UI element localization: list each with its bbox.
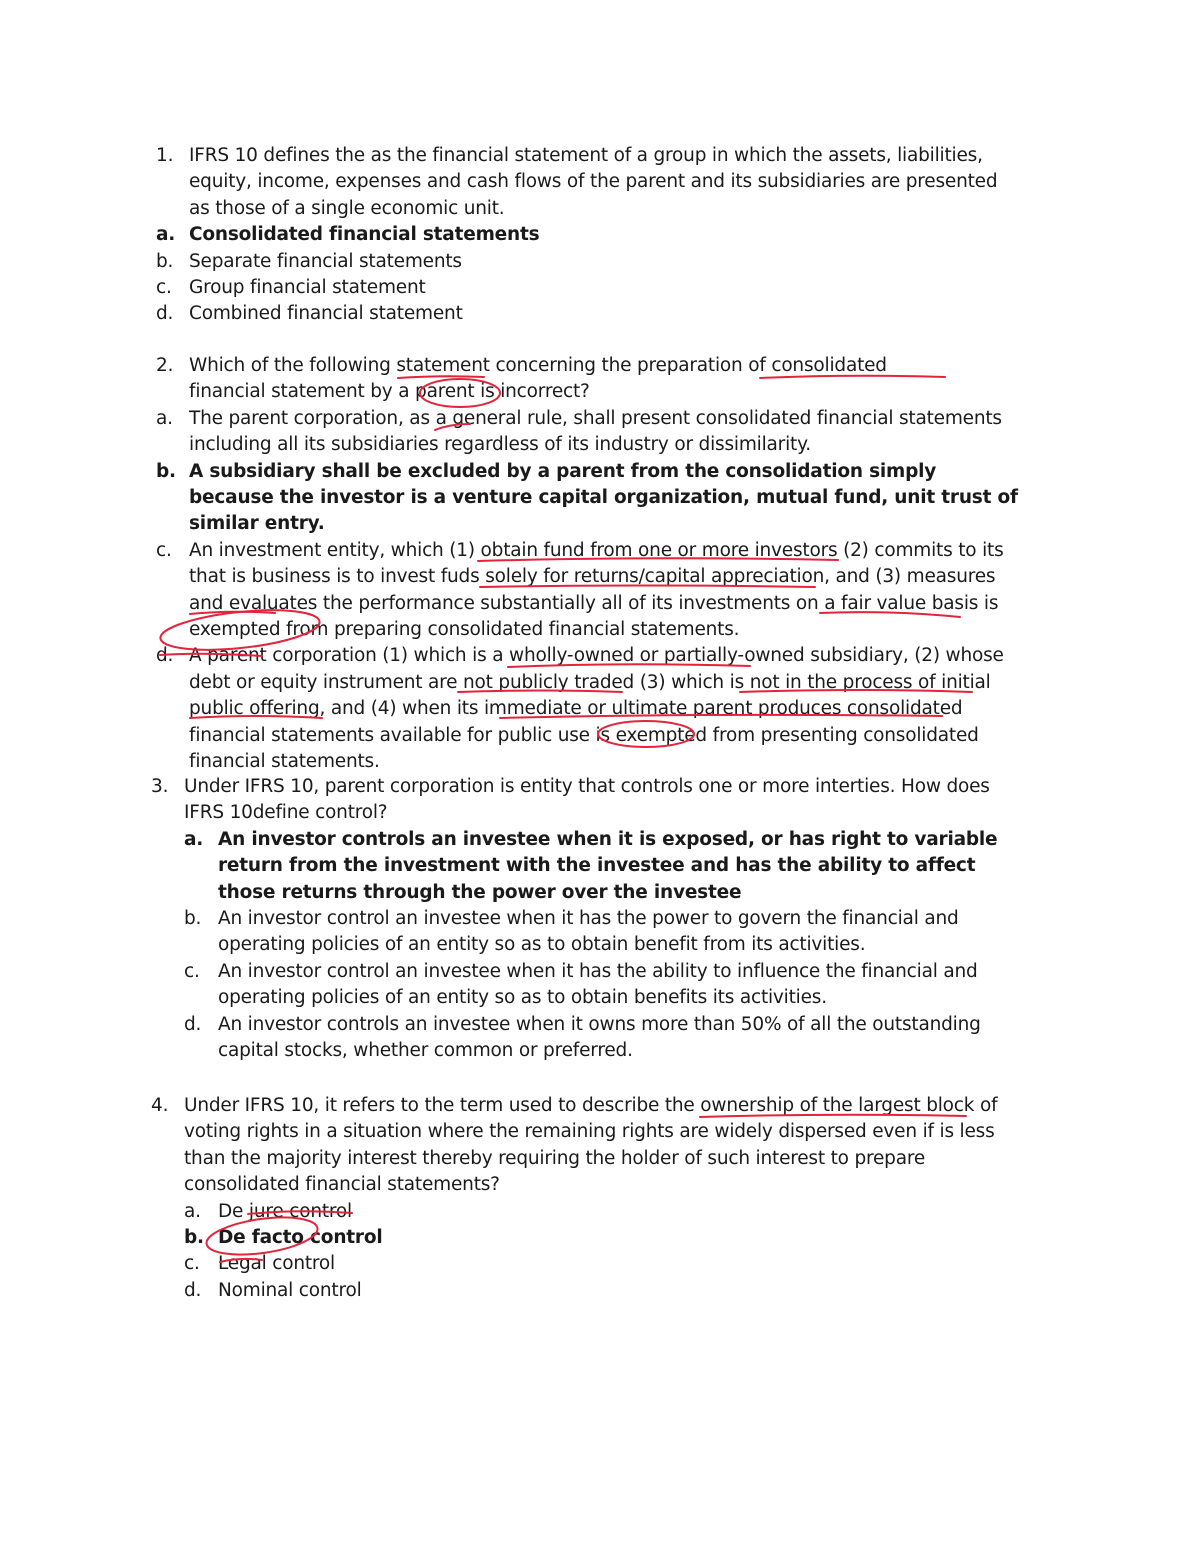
option-c: c. Legal control bbox=[184, 1253, 335, 1275]
option-b: b. An investor control an investee when it has the power to govern the financial and operating policies of an entity so as to obtain benefit from its activities. bbox=[184, 908, 959, 956]
question-stem: IFRS 10 defines the as the financial statement of a group in which the assets, liabilities, equity, income, expenses and cash flows of the parent and its subsidiaries are presented as those of a single economic unit. bbox=[189, 145, 998, 219]
question-3 bbox=[151, 774, 999, 1064]
option-a: a. The parent corporation, as a general rule, shall present consolidated financial statements including all its subsidiaries regardless of its industry or dissimilarity. bbox=[156, 407, 1002, 456]
option-d: d. A parent corporation (1) which is a wholly-owned or partially-owned subsidiary, (2) whose debt or equity instrument are not publicly traded (3) which is not in the process of initial public offering, and (4) when its immediate or ultimate parent produces consolidated financial statements available for public use is exempted from presenting consolidated financial statements. bbox=[156, 645, 1004, 773]
option-d: d. An investor controls an investee when it owns more than 50% of all the outstanding capital stocks, whether common or preferred. bbox=[184, 1013, 981, 1062]
option-a-answer: a. An investor controls an investee when it is exposed, or has right to variable return from the investment with the investee and has the ability to affect those returns through the power over the investee bbox=[184, 828, 998, 903]
option-d: d. Combined financial statement bbox=[156, 303, 463, 325]
option-a: a. De jure control bbox=[184, 1200, 352, 1222]
option-b-answer: b. De facto control bbox=[184, 1227, 383, 1249]
question-1 bbox=[156, 143, 1016, 328]
option-c: c. An investor control an investee when it has the ability to influence the financial and operating policies of an entity so as to obtain benefits its activities. bbox=[184, 960, 978, 1009]
option-c: c. An investment entity, which (1) obtain fund from one or more investors (2) commits to its that is business is to invest fuds solely for returns/capital appreciation, and (3) measures and evaluates the performance substantially all of its investments on a fair value basis is exempted from preparing consolidated financial statements. bbox=[156, 539, 1004, 641]
option-b: b. Separate financial statements bbox=[156, 250, 462, 272]
option-c: c. Group financial statement bbox=[156, 277, 426, 299]
option-a-answer: a. Consolidated financial statements bbox=[156, 224, 540, 246]
question-number: 4. bbox=[151, 1095, 169, 1116]
question-number: 1. bbox=[156, 145, 174, 166]
question-2 bbox=[156, 353, 1022, 776]
question-number: 2. bbox=[156, 355, 174, 376]
option-d: d. Nominal control bbox=[184, 1279, 362, 1301]
question-stem: Under IFRS 10, it refers to the term used to describe the ownership of the largest block of voting rights in a situation where the remaining rights are widely dispersed even if is less than the majority interest thereby requiring the holder of such interest to prepare consolidated financial statements? bbox=[184, 1095, 998, 1196]
option-b-answer: b. A subsidiary shall be excluded by a parent from the consolidation simply because the investor is a venture capital organization, mutual fund, unit trust of similar entry. bbox=[156, 460, 1018, 535]
question-stem: Which of the following statement concerning the preparation of consolidated financial statement by a parent is incorrect? bbox=[189, 355, 887, 403]
question-number: 3. bbox=[151, 776, 169, 797]
question-stem: Under IFRS 10, parent corporation is entity that controls one or more interties. How does IFRS 10define control? bbox=[184, 776, 990, 824]
question-4 bbox=[151, 1093, 1007, 1304]
